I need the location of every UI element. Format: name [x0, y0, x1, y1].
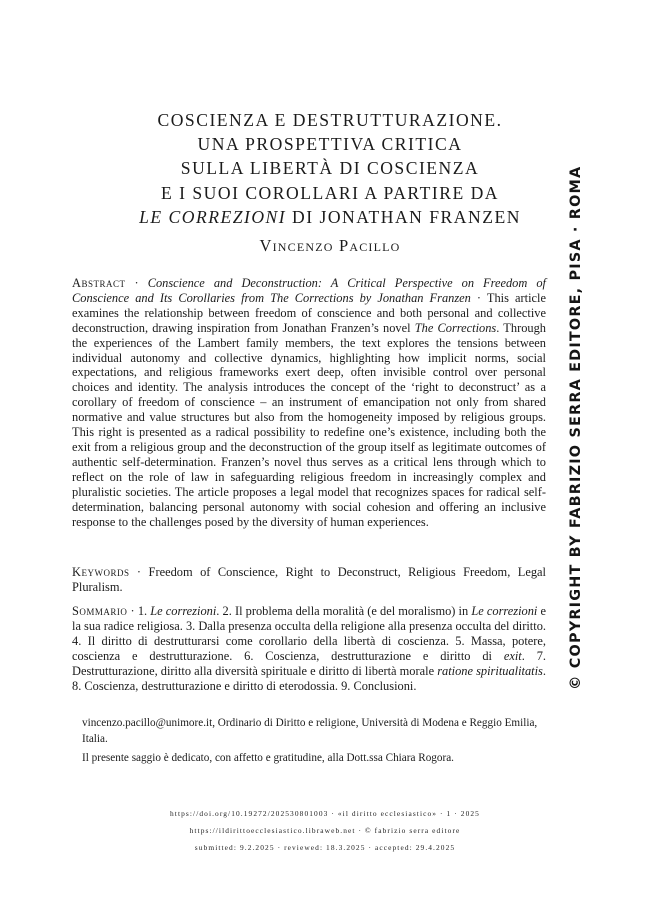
title-line-3: SULLA LIBERTÀ DI COSCIENZA	[180, 158, 480, 179]
title-line-4: E I SUOI COROLLARI A PARTIRE DA	[160, 182, 500, 203]
abstract-label: Abstract	[72, 276, 126, 290]
keywords: Keywords · Freedom of Conscience, Right to Deconstruct, Religious Freedom, Legal Pluralism.	[72, 565, 546, 594]
keywords-text: Freedom of Conscience, Right to Deconstruct, Religious Freedom, Legal Pluralism.	[72, 565, 546, 594]
title-novel-author: DI JONATHAN FRANZEN	[286, 206, 521, 227]
keywords-label: Keywords	[72, 565, 130, 579]
abstract-text: This article examines the relationship between freedom of conscience and both personal and collective deconstruction, drawing inspiration from Jonathan Franzen’s novel	[72, 290, 546, 335]
title-novel-name: LE CORREZIONI	[139, 206, 287, 227]
journal-url-line: https://ildirittoecclesiastico.libraweb.net · © fabrizio serra editore	[189, 826, 461, 835]
title-line-1: COSCIENZA E DESTRUTTURAZIONE.	[157, 110, 503, 130]
dedication-note: Il presente saggio è dedicato, con affetto e gratitudine, alla Dott.ssa Chiara Rogora.	[82, 752, 454, 764]
submission-dates-line: submitted: 9.2.2025 · reviewed: 18.3.2025 · accepted: 29.4.2025	[194, 843, 456, 852]
title-line-2: UNA PROSPETTIVA CRITICA	[197, 134, 463, 155]
title-line-5	[70, 205, 590, 229]
abstract: Abstract · Conscience and Deconstruction: A Critical Perspective on Freedom of Conscience and Its Corollaries from The Corrections by Jonathan Franzen · This article examines the relationship between freedom of conscience and both personal and collective deconstruction, drawing inspiration from Jonathan Franzen’s novel The Corrections. Through the experiences of the Lambert family members, the text explores the tensions between individual autonomy and collective dynamics, highlighting how implicit norms, social expectations, and religious frameworks exert deep, often invisible control over personal choices and identity. The analysis introduces the concept of the ‘right to deconstruct’ as a corollary of freedom of conscience – an instrument of emancipation not only from shared normative and value structures but also from the homogeneity imposed by religious groups. This right is presented as a radical possibility to redefine one’s existence, including both the exit from a religious group and the deconstruction of the group itself as legitimate outcomes of authentic self-determination. Franzen’s novel thus serves as a critical lens through which to reflect on the role of law in safeguarding religious freedom in increasingly complex and pluralistic societies. The article proposes a legal model that recognizes spaces for radical self-determination, balancing personal autonomy with social cohesion and offering an inclusive response to the challenges posed by the diversity of human experiences.	[72, 276, 546, 529]
abstract-english-title: Conscience and Deconstruction: A Critical Perspective on Freedom of Conscience and Its Corollaries from	[72, 276, 546, 305]
summary-label: Sommario	[72, 604, 128, 618]
author-name: Vincenzo Pacillo	[259, 236, 401, 255]
doi-line: https://doi.org/10.19272/202530801003 · «il diritto ecclesiastico» · 1 · 2025	[170, 809, 480, 818]
summary: Sommario · 1. Le correzioni. 2. Il problema della moralità (e del moralismo) in Le correzioni e la sua radice religiosa. 3. Dalla presenza occulta della religione alla presenza occulta del diritto. 4. Il diritto di destrutturarsi come corollario della libertà di coscienza. 5. Massa, potere, coscienza e destrutturazione. 6. Coscienza, destrutturazione e diritto di exit. 7. Destrutturazione, diritto alla diversità spirituale e diritto di libertà morale ratione spiritualitatis. 8. Coscienza, destrutturazione e diritto di eterodossia. 9. Conclusioni.	[72, 604, 547, 693]
copyright-notice: © COPYRIGHT BY FABRIZIO SERRA EDITORE, PISA · ROMA	[568, 165, 584, 690]
author-affiliation-note: vincenzo.pacillo@unimore.it, Ordinario di Diritto e religione, Università di Modena e Reggio Emilia, Italia.	[82, 717, 538, 745]
article-title	[70, 108, 590, 229]
